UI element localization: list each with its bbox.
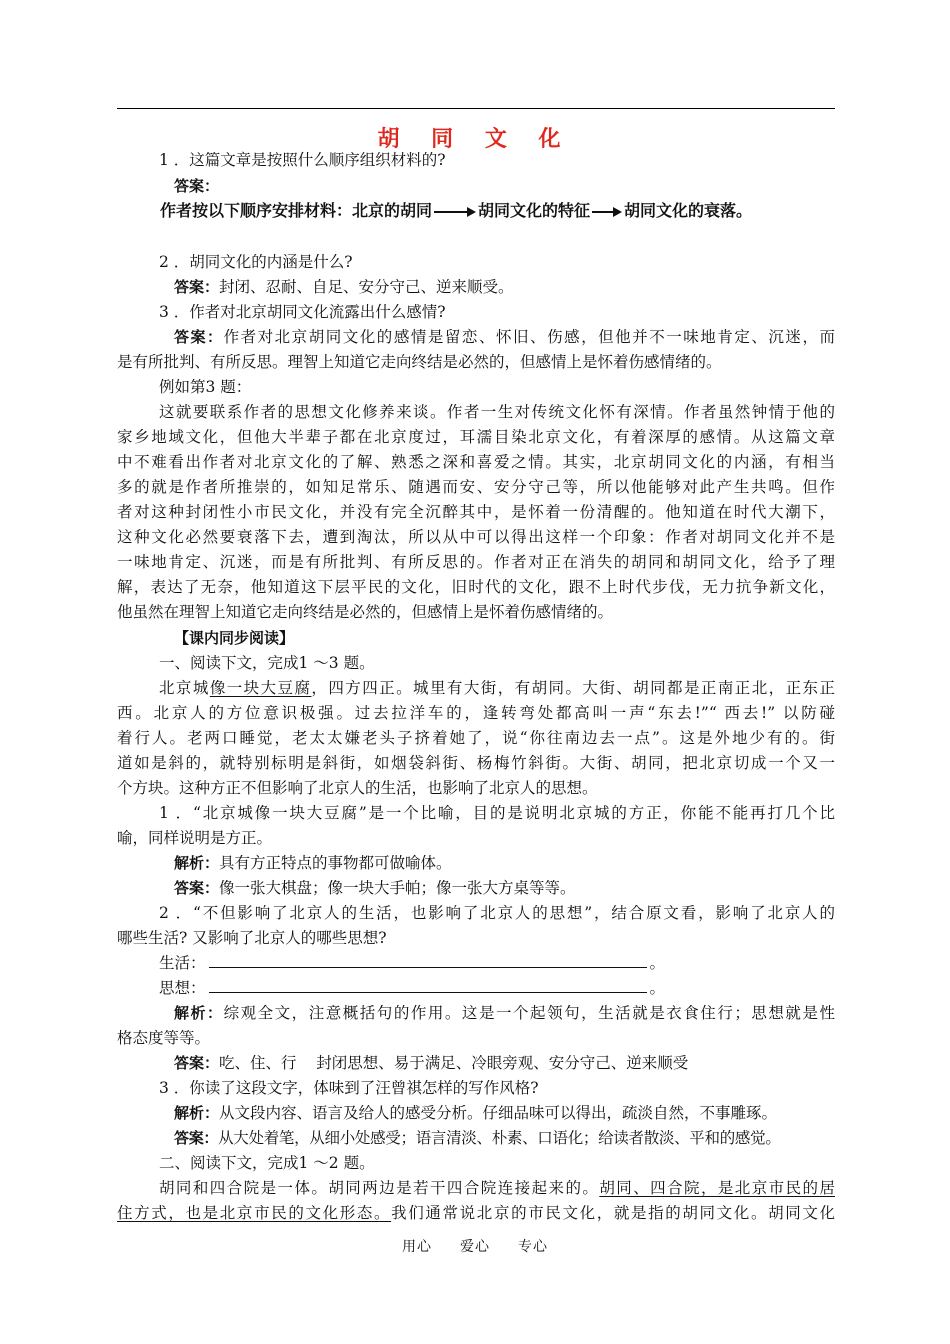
example-line: 中不难看出作者对北京文化的了解、熟悉之深和喜爱之情。其实，北京胡同文化的内涵，有相当 — [117, 453, 835, 471]
part1-q1-answer: 答案：像一张大棋盘；像一块大手帕；像一张大方桌等等。 — [174, 879, 576, 897]
underlined-phrase: 胡同、四合院，是北京市民的居 — [599, 1179, 835, 1197]
q1-answer-label: 答案： — [174, 177, 220, 195]
arrow-right-icon — [592, 207, 622, 217]
footer-text: 爱心 — [460, 1239, 490, 1255]
part1-paragraph-line: 道如是斜的，就特别标明是斜街，如烟袋斜街、杨梅竹斜街。大街、胡同，把北京切成一个又一 — [117, 754, 835, 772]
part2-instruction: 二、阅读下文，完成1 ～2 题。 — [159, 1154, 375, 1172]
example-line: 者对这种封闭性小市民文化，并没有完全沉醉其中，是怀着一份清醒的。他知道在时代大潮下， — [117, 503, 835, 521]
q1-question: 1 ．这篇文章是按照什么顺序组织材料的? — [159, 151, 446, 169]
part1-q1-analysis: 解析：具有方正特点的事物都可做喻体。 — [174, 854, 452, 872]
life-answer-blank[interactable] — [209, 951, 647, 968]
q3-question: 3 ．作者对北京胡同文化流露出什么感情? — [159, 303, 446, 321]
example-heading: 例如第3 题： — [159, 378, 252, 396]
q1-flow — [117, 199, 878, 223]
part1-q2-life: 生活： 。 — [117, 951, 877, 975]
thought-answer-blank[interactable] — [209, 976, 647, 993]
flow-step-3: 胡同文化的衰落。 — [624, 201, 753, 220]
part1-paragraph-line: 个方块。这种方正不但影响了北京人的生活，也影响了北京人的思想。 — [117, 779, 598, 797]
part1-q1-line2: 喻，同样说明是方正。 — [117, 829, 273, 847]
example-line: 家乡地域文化，但他大半辈子都在北京度过，耳濡目染北京文化，有着深厚的感情。从这篇文章 — [117, 428, 835, 446]
part1-paragraph-line: 着行人。老两口睡觉，老太太嫌老头子挤着她了，说“你往南边去一点”。这是外地少有的。街 — [117, 729, 835, 747]
part1-q3-question: 3 ．你读了这段文字，体味到了汪曾祺怎样的写作风格? — [159, 1079, 539, 1097]
arrow-right-icon — [434, 207, 476, 217]
part1-paragraph-line: 西。北京人的方位意识极强。过去拉洋车的，逢转弯处都高叫一声“东去!”“ 西去!” 以防碰 — [117, 704, 835, 722]
part1-q3-analysis: 解析：从文段内容、语言及给人的感受分析。仔细品味可以得出，疏淡自然，不事雕琢。 — [174, 1104, 778, 1122]
example-line: 解，表达了无奈，他知道这下层平民的文化，旧时代的文化，跟不上时代步伐，无力抗争新文化， — [117, 578, 835, 596]
example-line: 这种文化必然要衰落下去，遭到淘汰，所以从中可以得出这样一个印象：作者对胡同文化并不是 — [117, 528, 835, 546]
part1-q2-answer: 答案：吃、住、行 封闭思想、易于满足、冷眼旁观、安分守己、逆来顺受 — [174, 1054, 689, 1072]
part1-q2-analysis-line2: 格态度等等。 — [117, 1029, 211, 1047]
example-line: 这就要联系作者的思想文化修养来谈。作者一生对传统文化怀有深情。作者虽然钟情于他的 — [159, 403, 835, 421]
part2-paragraph-line: 住方式，也是北京市民的文化形态。我们通常说北京的市民文化，就是指的胡同文化。胡同文化 — [117, 1204, 835, 1222]
example-line: 一味地肯定、沉迷，而是有所批判、有所反思的。作者对正在消失的胡同和胡同文化，给予了理 — [117, 553, 835, 571]
part1-q2-analysis-line1: 解析：综观全文，注意概括句的作用。这是一个起领句，生活就是衣食住行；思想就是性 — [174, 1004, 835, 1022]
flow-intro: 作者按以下顺序安排材料：北京的胡同 — [160, 201, 433, 220]
page-footer — [0, 1236, 950, 1256]
part1-instruction: 一、阅读下文，完成1 ～3 题。 — [159, 654, 375, 672]
part1-paragraph-line: 北京城像一块大豆腐，四方四正。城里有大街，有胡同。大街、胡同都是正南正北，正东正 — [159, 679, 835, 697]
part1-q2-thought: 思想： 。 — [117, 976, 877, 1000]
header-rule — [117, 108, 835, 109]
q2-answer: 答案：封闭、忍耐、自足、安分守己、逆来顺受。 — [174, 278, 514, 296]
page-title: 胡 同 文 化 — [377, 127, 573, 152]
example-line: 他虽然在理智上知道它走向终结是必然的，但感情上是怀着伤感情绪的。 — [117, 603, 614, 621]
underlined-phrase: 住方式，也是北京市民的文化形态。 — [117, 1204, 392, 1222]
part2-paragraph-line: 胡同和四合院是一体。胡同两边是若干四合院连接起来的。胡同、四合院，是北京市民的居 — [159, 1179, 835, 1197]
section-heading: 【课内同步阅读】 — [174, 629, 295, 647]
q3-answer-line2: 是有所批判、有所反思。理智上知道它走向终结是必然的，但感情上是怀着伤感情绪的。 — [117, 353, 722, 371]
part1-q3-answer: 答案：从大处着笔，从细小处感受；语言清淡、朴素、口语化；给读者散淡、平和的感觉。 — [174, 1129, 781, 1147]
example-line: 多的就是作者所推崇的，如知足常乐、随遇而安、安分守己等，所以他能够对此产生共鸣。但作 — [117, 478, 835, 496]
q2-question: 2 ．胡同文化的内涵是什么? — [159, 253, 353, 271]
underlined-phrase: 像一块大豆腐 — [209, 679, 312, 697]
footer-text: 专心 — [518, 1239, 548, 1255]
footer-text: 用心 — [402, 1239, 432, 1255]
part1-q1-line1: 1 ．“北京城像一块大豆腐”是一个比喻，目的是说明北京城的方正，你能不能再打几个比 — [159, 804, 835, 822]
flow-step-2: 胡同文化的特征 — [478, 201, 591, 220]
part1-q2-line1: 2 ．“不但影响了北京人的生活，也影响了北京人的思想”，结合原文看，影响了北京人的 — [159, 904, 835, 922]
q3-answer-line1: 答案：作者对北京胡同文化的感情是留恋、怀旧、伤感，但他并不一味地肯定、沉迷，而 — [174, 328, 835, 346]
part1-q2-line2: 哪些生活? 又影响了北京人的哪些思想? — [117, 929, 387, 947]
